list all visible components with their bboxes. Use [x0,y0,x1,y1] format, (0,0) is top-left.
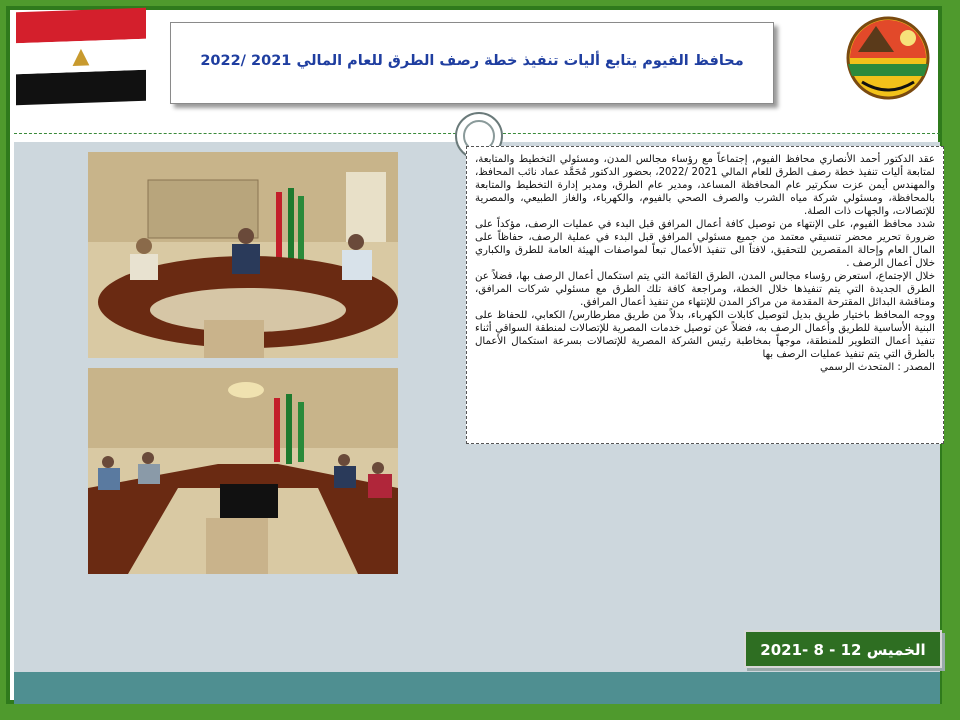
title-box [170,22,774,104]
date-badge [744,630,942,668]
fayoum-governorate-logo [836,12,940,104]
article-source: المصدر : المتحدث الرسمي [820,362,935,373]
page-title: محافظ الفيوم يتابع أليات تنفيذ خطة رصف الطرق للعام المالي 2021 /2022 [200,53,744,69]
article-paragraph: خلال الإجتماع، استعرض رؤساء مجالس المدن، الطرق القائمة التي يتم استكمال أعمال الرصف بها، فضلاً عن الطرق الجديدة التي يتم تنفيذها خلال الخطة، ومراجعة كافة تلك الطرق مع مسئولي شركات المرافق، ومناقشة البدائل المقترحة المقدمة من مراكز المدن للإنتهاء من تنفيذ أعمال المرافق. [475,271,935,308]
egypt-flag [16,8,146,105]
meeting-photo-1 [88,152,398,358]
date-text: الخميس 12 - 8 -2021 [760,641,926,659]
article-text-box [466,146,944,444]
article-paragraph: عقد الدكتور أحمد الأنصاري محافظ الفيوم, إجتماعاً مع رؤساء مجالس المدن، ومسئولي التخطيط والمتابعة، لمتابعة أليات تنفيذ خطة رصف الطرق للعام المالي 2021 /2022، بحضور الدكتور مُحَمَّد عماد نائب المحافظ، والمهندس أيمن عزت سكرتير عام المحافظة المساعد، ومدير عام الطرق، ومدير إدارة التخطيط والمتابعة بالمحافظة، ومسئولي شركة مياه الشرب والصرف الصحي بالفيوم، والكهرباء، والغاز الطبيعي، والمصرية للإتصالات، والجهات ذات الصلة. [475,154,936,217]
bottom-band [14,672,940,704]
article-paragraph: ووجه المحافظ باختيار طريق بديل لتوصيل كابلات الكهرباء، بدلاً من طريق مطرطارس/ الكعابي، للحفاظ على البنية الأساسية للطريق وأعمال الرصف به، فضلاً عن توصيل خدمات المصرية للإتصالات لمنطقة السواقي أثناء تنفيذ أعمال التطوير للمنطقة، موجهاً بمخاطبة رئيس الشركة المصرية للإتصالات بسرعة استكمال الأعمال بالطرق التي يتم تنفيذ عمليات الرصف بها [475,310,935,360]
eagle-icon: ▲ [72,43,90,69]
article-paragraph: شدد محافظ الفيوم، على الإنتهاء من توصيل كافة أعمال المرافق قبل البدء في عمليات الرصف، مؤكداً على ضرورة تحرير محضر تنسيقي معتمد من جميع مسئولي المرافق قبل البدء في عملية الرصف، حفاظاً على المال العام وإحالة المقصرين للتحقيق، لافتاً الى تنفيذ الأعمال تبعاً لمواصفات الهيئة العامة للطرق والكباري خلال أعمال الرصف . [475,219,935,269]
meeting-photo-2 [88,368,398,574]
